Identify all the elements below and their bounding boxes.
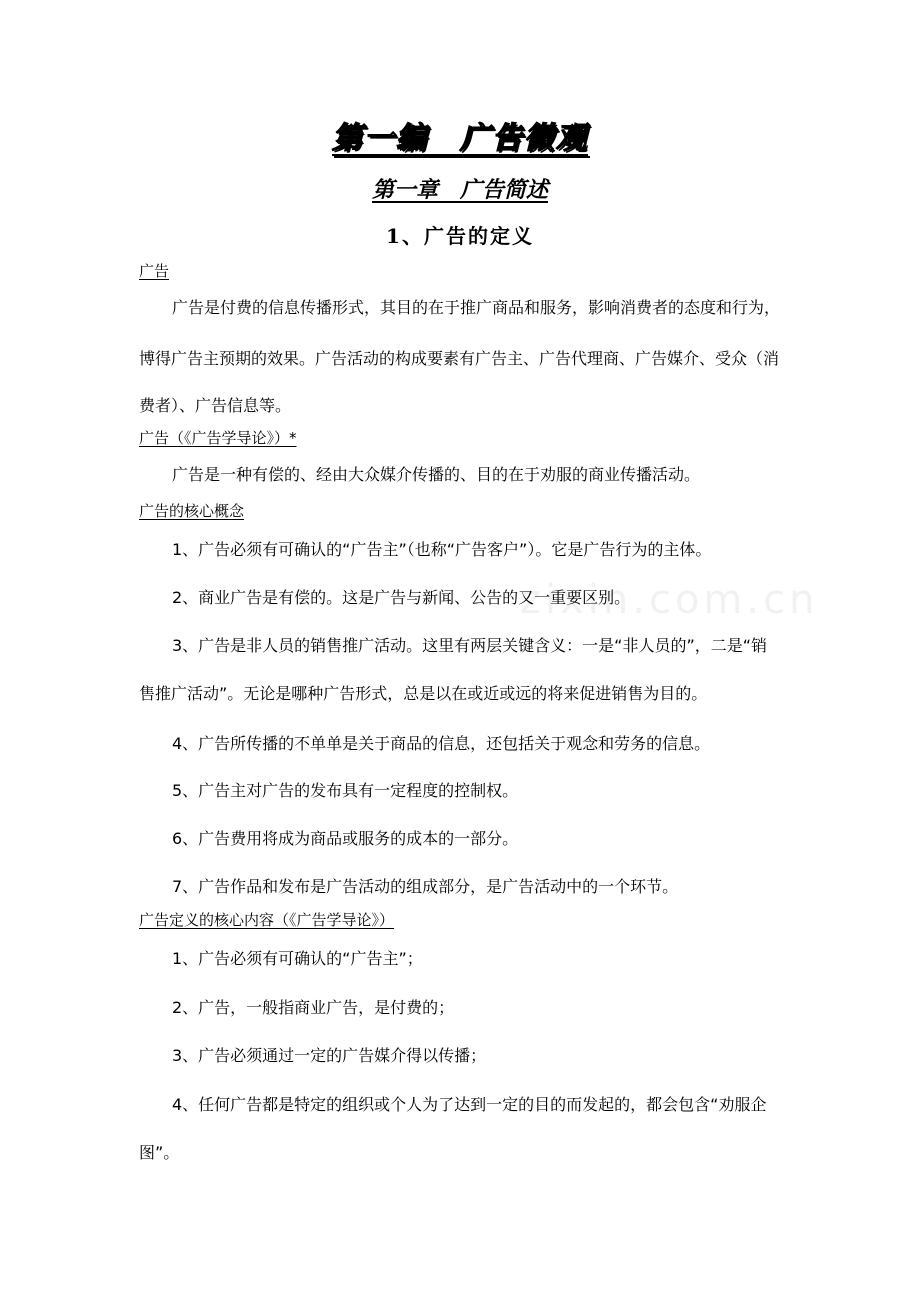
part-title: 第一编 广告微观 xyxy=(332,121,588,156)
subheading-core-concepts: 广告的核心概念 xyxy=(139,502,245,520)
list-item: 1、广告必须有可确认的“广告主”； xyxy=(172,949,423,968)
list-item: 1、广告必须有可确认的“广告主”（也称“广告客户”）。它是广告行为的主体。 xyxy=(172,540,712,559)
list-item: 4、广告所传播的不单单是关于商品的信息，还包括关于观念和劳务的信息。 xyxy=(172,734,711,753)
list-item-continuation: 售推广活动”。无论是哪种广告形式，总是以在或近或远的将来促进销售为目的。 xyxy=(139,684,708,703)
paragraph-line: 广告是一种有偿的、经由大众媒介传播的、目的在于劝服的商业传播活动。 xyxy=(172,465,701,484)
list-item: 6、广告费用将成为商品或服务的成本的一部分。 xyxy=(172,829,519,848)
list-item: 2、广告，一般指商业广告，是付费的； xyxy=(172,998,455,1017)
list-item: 2、商业广告是有偿的。这是广告与新闻、公告的又一重要区别。 xyxy=(172,588,631,607)
list-item: 4、任何广告都是特定的组织或个人为了达到一定的目的而发起的，都会包含“劝服企 xyxy=(172,1095,767,1114)
subheading-definition-core: 广告定义的核心内容（《广告学导论》） xyxy=(139,911,395,929)
paragraph-line: 博得广告主预期的效果。广告活动的构成要素有广告主、广告代理商、广告媒介、受众（消 xyxy=(139,349,780,368)
paragraph-line: 费者）、广告信息等。 xyxy=(139,396,292,415)
chapter-title: 第一章 广告简述 xyxy=(371,178,548,203)
list-item-continuation: 图”。 xyxy=(139,1143,180,1162)
subheading-advertising-intro: 广告（《广告学导论》）* xyxy=(139,429,297,447)
list-item: 5、广告主对广告的发布具有一定程度的控制权。 xyxy=(172,781,519,800)
paragraph-line: 广告是付费的信息传播形式，其目的在于推广商品和服务，影响消费者的态度和行为， xyxy=(172,298,781,317)
watermark: zixin.com.cn xyxy=(520,577,819,623)
subheading-advertising: 广告 xyxy=(139,262,170,280)
list-item: 7、广告作品和发布是广告活动的组成部分，是广告活动中的一个环节。 xyxy=(172,877,679,896)
section-title: 1、广告的定义 xyxy=(386,224,534,248)
list-item: 3、广告必须通过一定的广告媒介得以传播； xyxy=(172,1046,487,1065)
list-item: 3、广告是非人员的销售推广活动。这里有两层关键含义：一是“非人员的”，二是“销 xyxy=(172,636,768,655)
